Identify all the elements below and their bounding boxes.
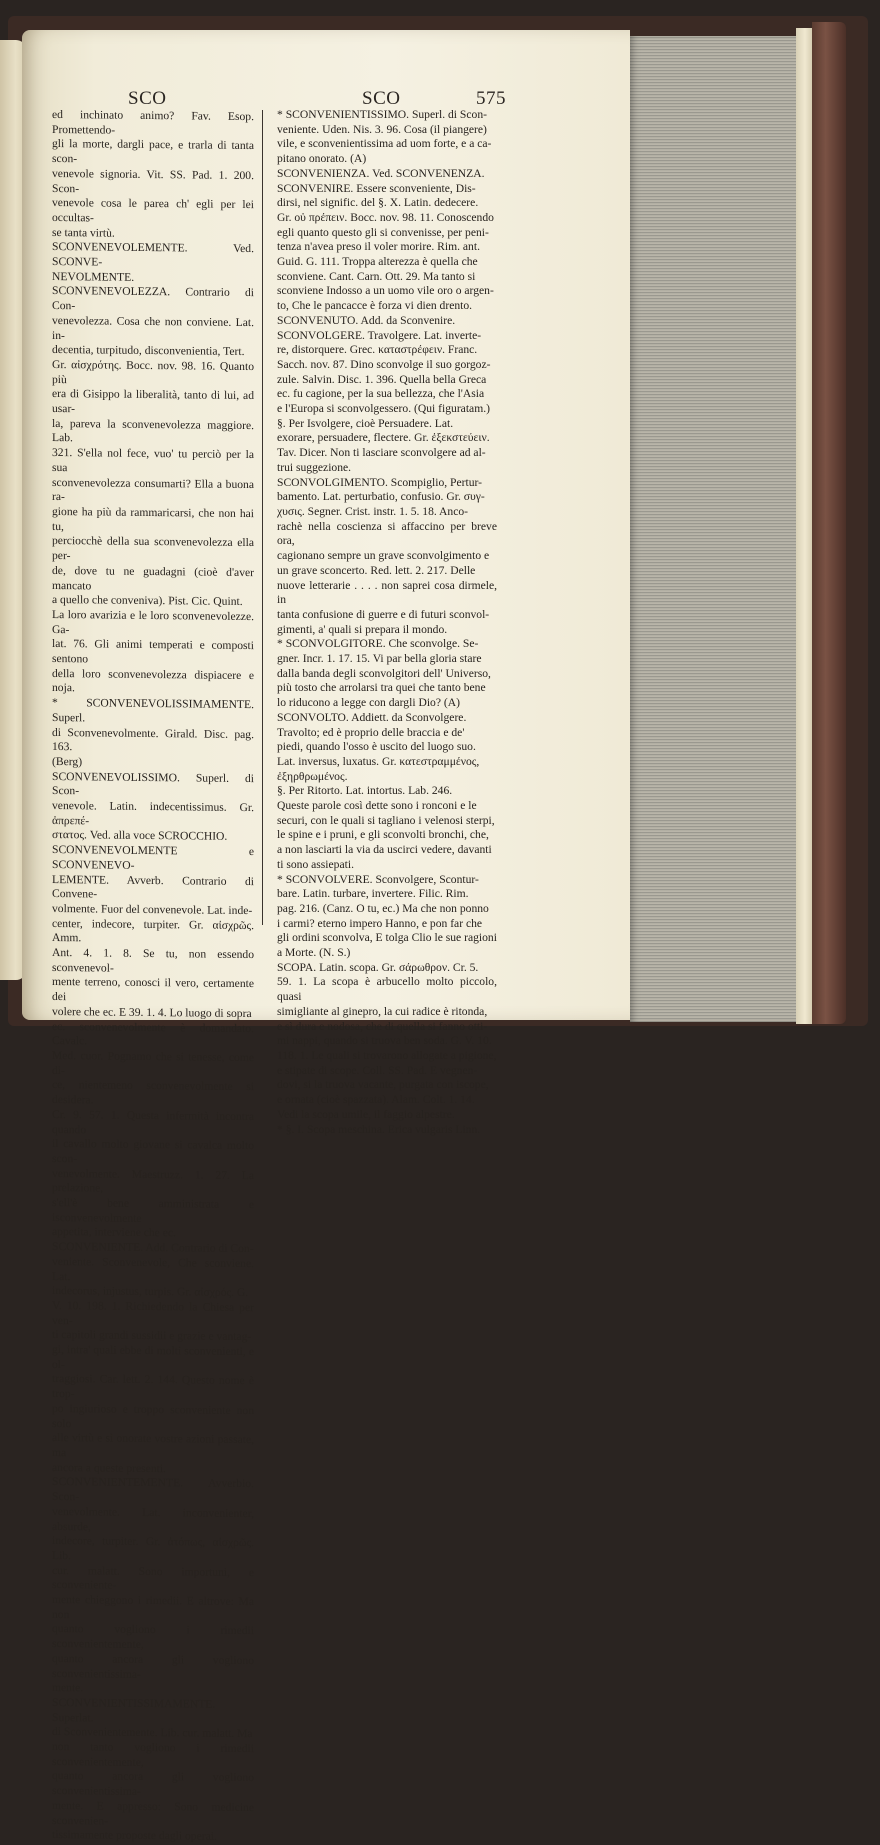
- text-line: tissimamente proposte dagli operai.: [52, 1828, 217, 1843]
- text-line: di Sconvenientemente. Lib. cur. malatt. Ma: [52, 1725, 253, 1741]
- text-line: ec. sconvenevolmente è domandato. Cavalc.: [52, 1019, 254, 1048]
- text-line: χυσις. Segner. Crist. instr. 1. 5. 18. Anco-: [277, 504, 469, 518]
- text-line: bamento. Lat. perturbatio, confusio. Gr. συγ-: [277, 490, 485, 504]
- text-line: SCONVENEVOLMENTE e SCONVENEVO-: [52, 843, 254, 872]
- text-line: re, distorquere. Grec. καταστρέφειν. Franc.: [277, 343, 478, 357]
- text-line: quanto ancora gli vogliono sconvenientissima-: [52, 1769, 254, 1799]
- text-line: nuove letterarie . . . . non saprei cosa dirmele, in: [277, 578, 497, 607]
- text-line: se tanta virtù.: [52, 225, 115, 240]
- text-line: venevolmente. Maestruzz. 1. 27. La prelazione,: [52, 1166, 254, 1195]
- text-line: volere che ec. E 39. 1. 4. Lo luogo di sopra: [52, 1004, 252, 1020]
- text-line: ancora a queste presenti.: [52, 1460, 166, 1475]
- text-line: tanta confusione di guerre e di futuri sconvol-: [277, 607, 490, 621]
- text-line: SCONVENUTO. Add. da Sconvenire.: [277, 313, 456, 327]
- text-line: zule. Salvin. Disc. 1. 396. Quella bella Greca: [277, 372, 487, 386]
- text-line: quanto vogliono i rimedii sconvenientemente,: [52, 1622, 254, 1652]
- text-line: sconviene Indosso a un uomo vile oro o argen-: [277, 284, 494, 298]
- text-line: * SCONVOLVERE. Sconvolgere, Scontur-: [277, 872, 479, 886]
- text-line: * SCONVOLGITORE. Che sconvolge. Se-: [277, 637, 479, 651]
- book-board: [812, 22, 846, 1024]
- text-line: po ingiurioso e troppo sconveniente non solo: [52, 1401, 254, 1430]
- text-line: Cr. 9. 57. 1. Questa infermità incontra quando: [52, 1107, 254, 1136]
- text-line: gione ha più da rammaricarsi, che non hai tu,: [52, 504, 254, 533]
- text-line: bare. Latin. turbare, invertere. Filic. Rim.: [277, 887, 469, 901]
- text-line: le spine e i pruni, e gli sconvolti bronchi, che,: [277, 828, 489, 842]
- text-line: venevole. Latin. indecentissimus. Gr. ἀπρεπέ-: [52, 799, 254, 828]
- text-line: gner. Incr. 1. 17. 15. Vi par bella gloria stare: [277, 652, 482, 666]
- text-line: 59. 1. La scopa è arbucello molto piccolo, quasi: [277, 975, 497, 1004]
- text-line: Travolto; ed è proprio delle braccia e de': [277, 725, 465, 739]
- text-line: veniente. Uden. Nis. 3. 96. Cosa (il piangere): [277, 122, 487, 136]
- page-number: 575: [476, 88, 506, 109]
- text-line: exorare, persuadere, flectere. Gr. ἐξεκστεύειν.: [277, 431, 490, 445]
- text-line: SCONVENEVOLISSIMO. Superl. di Scon-: [52, 769, 254, 798]
- text-line: SCONVENIENTISSIMAMENTE. Superlat.: [52, 1695, 216, 1725]
- text-line: a quello che conveniva). Pist. Cic. Quint.: [52, 593, 243, 609]
- text-line: alle virtù e sì onorate vostre azioni passate, ma: [52, 1431, 254, 1460]
- text-line: 321. S'ella nol fece, vuo' tu perciò per la sua: [52, 446, 254, 475]
- text-line: dovi, si la truova vacante, purgata con iscope,: [277, 1078, 489, 1092]
- text-line: dirsi, nel signific. del §. X. Latin. dedecere.: [277, 196, 479, 210]
- text-line: NEVOLMENTE.: [52, 269, 135, 284]
- text-line: Ant. 4. 1. 8. Se tu, non essendo sconvenevol-: [52, 946, 254, 975]
- text-line: decentia, turpitudo, disconvenientia, Tert.: [52, 343, 245, 359]
- text-line: sconvenevolezza consumarti? Ella a buona ra-: [52, 475, 254, 504]
- text-line: venevolmente. Lat. inconvenienter, absurde,: [52, 1504, 254, 1533]
- text-line: perciocchè della sua sconvenevolezza ella per-: [52, 534, 254, 563]
- text-line: LEMENTE. Avverb. Contrario di Convene-: [52, 872, 254, 901]
- text-line: non tanto vogliono i rimedii sconvenientemente,: [52, 1740, 254, 1769]
- text-line: securi, con le quali si tagliano i velenosi sterpi,: [277, 813, 495, 827]
- text-line: mente. E appresso: Sono medicine sconvenien-: [52, 1798, 254, 1828]
- text-line: cagionano sempre un grave sconvolgimento e: [277, 549, 490, 563]
- text-line: ed inchinato animo? Fav. Esop. Promettendo-: [52, 108, 254, 137]
- left-column: [52, 108, 254, 1845]
- text-line: la, pareva la sconvenevolezza maggiore. Lab.: [52, 416, 254, 445]
- text-line: piedi, quando l'osso è uscito del luogo suo.: [277, 740, 476, 754]
- text-line: SCONVENIENZA. Ved. SCONVENENZA.: [277, 166, 485, 180]
- text-line: center, indecore, turpiter. Gr. αἰσχρῶς. Amm.: [52, 916, 254, 945]
- text-line: Gr. οὐ πρέπειν. Bocc. nov. 98. 11. Conoscendo: [277, 210, 494, 224]
- text-line: SCONVENIRE. Essere sconveniente, Dis-: [277, 181, 476, 195]
- text-line: gli la morte, dargli pace, e trarla di tanta scon-: [52, 137, 254, 166]
- text-line: SCONVOLGERE. Travolgere. Lat. inverte-: [277, 328, 482, 342]
- text-line: pag. 216. (Canz. O tu, ec.) Ma che non ponno: [277, 901, 489, 915]
- text-line: SCONVOLTO. Addiett. da Sconvolgere.: [277, 710, 467, 724]
- text-line: Vedi la scopa umile, il faggio alpestre.: [277, 1107, 455, 1121]
- running-head-center: SCO: [362, 88, 401, 109]
- text-line: gli ordini sconvolva, E tolga Clio le sue ragioni: [277, 931, 497, 945]
- text-line: mi nappi, quando si truova ben soda. G. V. 10.: [277, 1034, 492, 1048]
- text-line: SCOPA. Latin. scopa. Gr. σάρωθρον. Cr. 5.: [277, 960, 479, 974]
- text-line: i carmi? eterno impero Hanno, e pon far che: [277, 916, 483, 930]
- text-line: appetita, interviene che ec.: [52, 1225, 176, 1240]
- text-line: ti capitoli grandi sussidii e grazie e vantag-: [52, 1328, 252, 1344]
- text-line: Guid. G. 111. Troppa alterezza è quella che: [277, 255, 478, 269]
- text-line: SCONVENEVOLEZZA. Contrario di Con-: [52, 284, 254, 313]
- text-line: rachè nella coscienza si affaccino per breve ora,: [277, 519, 497, 548]
- text-line: venevole cosa le parea ch' egli per lei occultas-: [52, 196, 254, 225]
- text-line: (Berg): [52, 754, 83, 769]
- text-line: un grave sconcerto. Red. lett. 2. 217. Delle: [277, 563, 476, 577]
- text-line: indecorus, injustus, turpis. Gr. αἰσχρός. G.: [52, 1284, 249, 1300]
- text-line: di Sconvenevolmente. Girald. Disc. pag. 163.: [52, 725, 254, 754]
- text-line: veniente. Sconvenevole, Che sconviene. Lat.: [52, 1254, 254, 1283]
- text-line: cur. malatt. Sono importuni, e sconveniente-: [52, 1563, 254, 1592]
- text-line: mente chieggono i rimedii. E altrove: Ma non: [52, 1593, 254, 1621]
- text-line: lo riducono a legge con dargli Dio? (A): [277, 696, 460, 710]
- text-line: volmente. Fuor del convenevole. Lat. inde-: [52, 901, 253, 918]
- text-line: * SCONVENEVOLISSIMAMENTE. Superl.: [52, 696, 254, 725]
- text-line: gimenti, a' quali si prepara il mondo.: [277, 622, 448, 636]
- text-line: Queste parole così dette sono i ronconi e le: [277, 799, 477, 813]
- text-line: più tosto che arrolarsi tra quei che tanto bene: [277, 681, 486, 695]
- text-line: venevole signoria. Vit. SS. Pad. 1. 200. Scon-: [52, 166, 254, 195]
- text-line: to, Che le pancacce è forza vi dien drento.: [277, 299, 473, 313]
- text-line: ce, nientemeno sconvenevolmente si desidera.: [52, 1078, 254, 1107]
- text-line: lat. 76. Gli animi temperati e composti sentono: [52, 637, 254, 666]
- text-line: trui suggezione.: [277, 460, 352, 474]
- text-line: V. 10. 198. 1. Richiedendo la Chiesa per ven-: [52, 1298, 254, 1327]
- text-line: e sì dura e nodosa, che di quella si fanno otti-: [277, 1019, 488, 1033]
- text-line: gi, intra' quali ebbe di molti sconvenienti, e ol-: [52, 1343, 254, 1371]
- text-line: mente terreno, conosci il vero, certamente dei: [52, 975, 254, 1004]
- text-line: il cavallo molto giovane si cavalca molto scon-: [52, 1137, 254, 1166]
- text-line: a Morte. (N. S.): [277, 946, 351, 960]
- running-head-left: SCO: [128, 88, 167, 109]
- text-line: mente.: [52, 1681, 84, 1695]
- text-line: ec. fu cagione, per la sua bellezza, che l'Asia: [277, 387, 485, 401]
- text-line: venevolezza. Cosa che non conviene. Lat. in-: [52, 313, 254, 342]
- text-line: della loro sconvenevolezza dispiacere e noja.: [52, 666, 254, 695]
- text-line: §. Per Ritorto. Lat. intortus. Lab. 246.: [277, 784, 453, 798]
- text-line: e ornata (cioè spazzata). Alam. Colt. 1. 14.: [277, 1093, 475, 1107]
- text-line: Tav. Dicer. Non ti lasciare sconvolgere ad al-: [277, 446, 486, 460]
- text-line: §. Per Isvolgere, cioè Persuadere. Lat.: [277, 416, 454, 430]
- text-line: Lat. inversus, luxatus. Gr. κατεστραμμένος,: [277, 754, 480, 768]
- text-line: SCONVENIENTE. Add. Contrario di Con-: [52, 1240, 254, 1256]
- text-line: στατος. Ved. alla voce SCROCCHIO.: [52, 828, 228, 844]
- text-line: e stipate di scope. Coll. SS. Pad. E vegnen-: [277, 1063, 478, 1077]
- text-line: Sacch. nov. 87. Dino sconvolge il suo gorgoz-: [277, 357, 491, 371]
- text-line: * SCONVENIENTISSIMO. Superl. di Scon-: [277, 108, 487, 121]
- text-line: egli quanto questo gli si convenisse, per peni-: [277, 225, 489, 239]
- text-line: a non lasciarti la via da uscirci vedere, davanti: [277, 843, 492, 857]
- text-line: vile, e sconvenientissima ad uom forte, e a ca-: [277, 137, 492, 151]
- text-line: traggiosi. Car. lett. 2. 144. Questo nome è trop-: [52, 1372, 254, 1401]
- text-line: SCONVENIENTEMENTE. Avverbio. Scon-: [52, 1475, 254, 1504]
- text-line: pitano onorato. (A): [277, 152, 367, 166]
- text-line: * §. I. Scopa meschina. Erica vulgaris Linn.: [277, 1122, 481, 1136]
- text-line: e l'Europa si sconvolgessero. (Qui figuratam.): [277, 402, 490, 416]
- text-line: de, dove tu ne guadagni (cioè d'aver mancato: [52, 563, 254, 592]
- text-line: Gr. αἰσχρότης. Bocc. nov. 98. 16. Quanto più: [52, 357, 254, 386]
- column-divider: [262, 110, 263, 925]
- right-column: [277, 108, 497, 1137]
- text-line: quanto ancora gli vogliono sconvenientissima-: [52, 1651, 254, 1681]
- text-line: sconviene. Cant. Carn. Ott. 29. Ma tanto si: [277, 269, 476, 283]
- text-line: indecore, turpiter. Gr. ἀτόπως, αἰσχρῶς. Lib.: [52, 1534, 254, 1563]
- text-line: ti sono assiepati.: [277, 857, 354, 871]
- text-line: era di Gisippo la liberalità, tanto di lui, ad usar-: [52, 387, 254, 416]
- text-line: 118. 1. Le quali si trovarono allogate a pigione,: [277, 1049, 497, 1062]
- text-line: simigliante al ginepro, la cui radice è ritonda,: [277, 1004, 488, 1018]
- text-line: SCONVENEVOLEMENTE. Ved. SCONVE-: [52, 240, 254, 269]
- text-line: ἐξηρθρωμένος.: [277, 769, 348, 783]
- text-line: tenza n'avea preso il voler morire. Rim. ant.: [277, 240, 480, 254]
- text-line: Med. cuor. Pognamo che si tenesse, come di-: [52, 1049, 254, 1077]
- text-line: SCONVOLGIMENTO. Scompiglio, Pertur-: [277, 475, 483, 489]
- text-line: dalla banda degli sconvolgitori dell' Universo,: [277, 666, 491, 680]
- text-line: s'ell'è bene amministrata e isconvenevolmente: [52, 1196, 254, 1225]
- text-line: La loro avarizia e le loro sconvenevolezze. Ga-: [52, 607, 254, 636]
- page-stack-fore-edge: [630, 36, 800, 1022]
